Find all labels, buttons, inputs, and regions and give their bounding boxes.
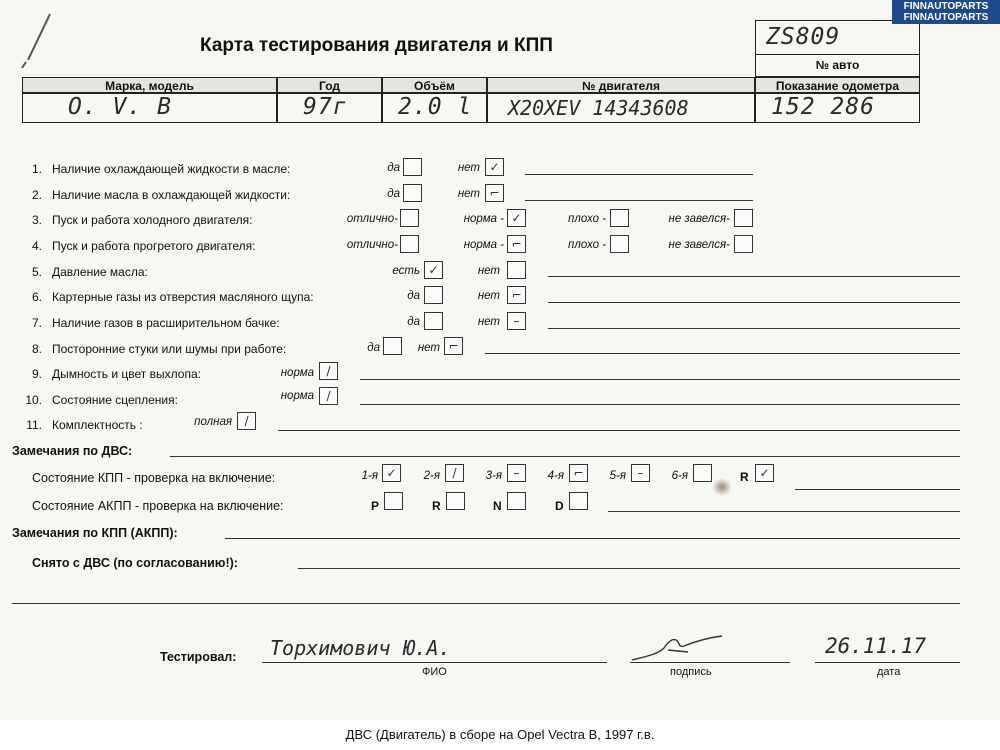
row-10-option-normal: норма	[280, 390, 314, 402]
kpp-gear-1-label: 1-я	[361, 470, 378, 482]
form-title: Карта тестирования двигателя и КПП	[200, 35, 553, 56]
row-4-normal-checkbox[interactable]: ⌐	[507, 235, 526, 253]
kpp-gear-6-checkbox[interactable]	[693, 464, 712, 482]
row-7-notes-line	[548, 328, 960, 329]
tested-by-label: Тестировал:	[160, 650, 237, 664]
kpp-gear-3-checkbox[interactable]: –	[507, 464, 526, 482]
cell-make-model	[22, 93, 277, 123]
tester-name-handwriting: Торхимович Ю.А.	[270, 636, 451, 660]
row-3-no-start-checkbox[interactable]	[734, 209, 753, 227]
row-3-number: 3.	[31, 213, 42, 227]
row-11-number: 11.	[26, 418, 42, 432]
akpp-gear-n-label: N	[493, 499, 502, 513]
row-8-question: Посторонние стуки или шумы при работе:	[52, 342, 287, 356]
removed-from-engine-label: Снято с ДВС (по согласованию!):	[32, 556, 238, 570]
akpp-gear-n-checkbox[interactable]	[507, 492, 526, 510]
row-7-question: Наличие газов в расширительном бачке:	[52, 316, 280, 330]
row-3-option-bad: плохо -	[568, 213, 606, 225]
row-1-question: Наличие охлаждающей жидкости в масле:	[52, 162, 291, 176]
row-1-no-checkbox[interactable]: ✓	[485, 158, 504, 176]
image-caption: ДВС (Двигатель) в сборе на Opel Vectra B, 1997 г.в.	[345, 727, 655, 742]
row-3-option-excellent: отлично-	[346, 213, 398, 225]
watermark-line-2: FINNAUTOPARTS	[903, 12, 989, 23]
row-4-option-bad: плохо -	[568, 239, 606, 251]
row-10-normal-checkbox[interactable]: /	[319, 387, 338, 405]
kpp-notes-line	[795, 489, 960, 490]
row-4-option-no-start: не завелся-	[668, 239, 730, 251]
row-7-number: 7.	[31, 316, 42, 330]
akpp-label: Состояние АКПП - проверка на включение:	[32, 499, 284, 513]
volume-value: 2.0 l	[398, 94, 473, 120]
row-1-notes-line	[525, 174, 753, 175]
car-number-box	[755, 20, 920, 55]
row-5-notes-line	[548, 276, 960, 277]
row-7-option-no: нет	[477, 316, 500, 328]
row-2-no-checkbox[interactable]: ⌐	[485, 184, 504, 202]
row-3-option-normal: норма -	[463, 213, 504, 225]
kpp-gear-2-label: 2-я	[423, 470, 440, 482]
row-6-option-no: нет	[477, 290, 500, 302]
row-3-normal-checkbox[interactable]: ✓	[507, 209, 526, 227]
header-odometer: Показание одометра	[755, 77, 920, 93]
remarks-kpp-label: Замечания по КПП (АКПП):	[12, 526, 178, 540]
row-6-no-checkbox[interactable]: ⌐	[507, 286, 526, 304]
row-2-question: Наличие масла в охлаждающей жидкости:	[52, 188, 291, 202]
make-model-value: O. V. B	[68, 94, 172, 120]
cell-odometer	[755, 93, 920, 123]
kpp-gear-r-label: R	[740, 470, 749, 484]
date-handwriting: 26.11.17	[825, 634, 927, 658]
akpp-gear-d-label: D	[555, 499, 564, 513]
row-8-notes-line	[485, 353, 960, 354]
row-1-option-yes: да	[387, 162, 400, 174]
header-volume: Объём	[382, 77, 487, 93]
akpp-gear-p-checkbox[interactable]	[384, 492, 403, 510]
row-9-notes-line	[360, 379, 960, 380]
fio-caption: ФИО	[422, 666, 447, 678]
row-9-question: Дымность и цвет выхлопа:	[52, 367, 201, 381]
row-3-bad-checkbox[interactable]	[610, 209, 629, 227]
row-6-number: 6.	[31, 290, 42, 304]
row-4-excellent-checkbox[interactable]	[400, 235, 419, 253]
row-5-option-absent: нет	[477, 265, 500, 277]
row-5-option-present: есть	[392, 265, 420, 277]
watermark-line-1: FINNAUTOPARTS	[903, 1, 989, 12]
row-11-notes-line	[278, 430, 960, 431]
row-4-option-excellent: отлично-	[346, 239, 398, 251]
kpp-gear-4-label: 4-я	[547, 470, 564, 482]
row-7-option-yes: да	[407, 316, 420, 328]
cell-year	[277, 93, 382, 123]
row-11-option-full: полная	[194, 416, 232, 428]
car-number-value: ZS809	[766, 24, 841, 50]
row-6-option-yes: да	[407, 290, 420, 302]
signature-line	[630, 662, 790, 663]
signature	[628, 630, 728, 666]
kpp-gear-6-label: 6-я	[671, 470, 688, 482]
kpp-label: Состояние КПП - проверка на включение:	[32, 471, 276, 485]
header-year: Год	[277, 77, 382, 93]
remarks-engine-label: Замечания по ДВС:	[12, 444, 133, 458]
finnautoparts-watermark	[892, 0, 1000, 24]
row-5-question: Давление масла:	[52, 265, 148, 279]
row-8-option-yes: да	[367, 342, 380, 354]
pen-mark-decoration	[18, 10, 58, 70]
row-10-notes-line	[360, 404, 960, 405]
year-value: 97г	[303, 94, 348, 120]
akpp-gear-d-checkbox[interactable]	[569, 492, 588, 510]
row-4-number: 4.	[31, 239, 42, 253]
odometer-value: 152 286	[771, 94, 875, 120]
row-4-no-start-checkbox[interactable]	[734, 235, 753, 253]
car-number-label: № авто	[755, 55, 920, 77]
row-2-number: 2.	[31, 188, 42, 202]
akpp-notes-line	[608, 511, 960, 512]
engine-number-value: X20XEV 14343608	[508, 96, 689, 120]
kpp-gear-2-checkbox[interactable]: /	[445, 464, 464, 482]
row-9-number: 9.	[31, 367, 42, 381]
row-9-option-normal: норма	[280, 367, 314, 379]
cell-volume	[382, 93, 487, 123]
row-8-no-checkbox[interactable]: ⌐	[444, 337, 463, 355]
row-2-notes-line	[525, 200, 753, 201]
fio-line	[262, 662, 607, 663]
date-line	[815, 662, 960, 663]
row-1-number: 1.	[31, 162, 42, 176]
row-3-excellent-checkbox[interactable]	[400, 209, 419, 227]
akpp-gear-p-label: P	[371, 499, 380, 513]
date-caption: дата	[877, 666, 901, 678]
row-1-option-no: нет	[457, 162, 480, 174]
row-5-absent-checkbox[interactable]	[507, 261, 526, 279]
row-6-notes-line	[548, 302, 960, 303]
kpp-gear-5-checkbox[interactable]: –	[631, 464, 650, 482]
row-8-option-no: нет	[417, 342, 440, 354]
row-3-option-no-start: не завелся-	[668, 213, 730, 225]
kpp-gear-r-checkbox[interactable]: ✓	[755, 464, 774, 482]
row-4-bad-checkbox[interactable]	[610, 235, 629, 253]
cell-engine-number	[487, 93, 755, 123]
row-6-question: Картерные газы из отверстия масляного щупа:	[52, 290, 314, 304]
row-7-no-checkbox[interactable]: –	[507, 312, 526, 330]
row-11-question: Комплектность :	[52, 418, 143, 432]
row-2-option-no: нет	[457, 188, 480, 200]
row-3-question: Пуск и работа холодного двигателя:	[52, 213, 253, 227]
kpp-gear-1-checkbox[interactable]: ✓	[382, 464, 401, 482]
akpp-gear-r-checkbox[interactable]	[446, 492, 465, 510]
signature-caption: подпись	[670, 666, 712, 678]
row-9-normal-checkbox[interactable]: /	[319, 362, 338, 380]
removed-line-2	[12, 603, 960, 604]
header-engine-number: № двигателя	[487, 77, 755, 93]
removed-line-1	[298, 568, 960, 569]
stain-decoration	[712, 478, 732, 496]
row-10-number: 10.	[25, 393, 42, 407]
remarks-engine-line	[170, 456, 960, 457]
row-5-present-checkbox[interactable]: ✓	[424, 261, 443, 279]
akpp-gear-r-label: R	[432, 499, 441, 513]
row-2-option-yes: да	[387, 188, 400, 200]
row-8-number: 8.	[31, 342, 42, 356]
row-11-full-checkbox[interactable]: /	[237, 412, 256, 430]
row-4-option-normal: норма -	[463, 239, 504, 251]
row-10-question: Состояние сцепления:	[52, 393, 178, 407]
remarks-kpp-line	[225, 538, 960, 539]
row-5-number: 5.	[31, 265, 42, 279]
kpp-gear-5-label: 5-я	[609, 470, 626, 482]
kpp-gear-3-label: 3-я	[485, 470, 502, 482]
kpp-gear-4-checkbox[interactable]: ⌐	[569, 464, 588, 482]
row-4-question: Пуск и работа прогретого двигателя:	[52, 239, 256, 253]
header-make-model: Марка, модель	[22, 77, 277, 93]
